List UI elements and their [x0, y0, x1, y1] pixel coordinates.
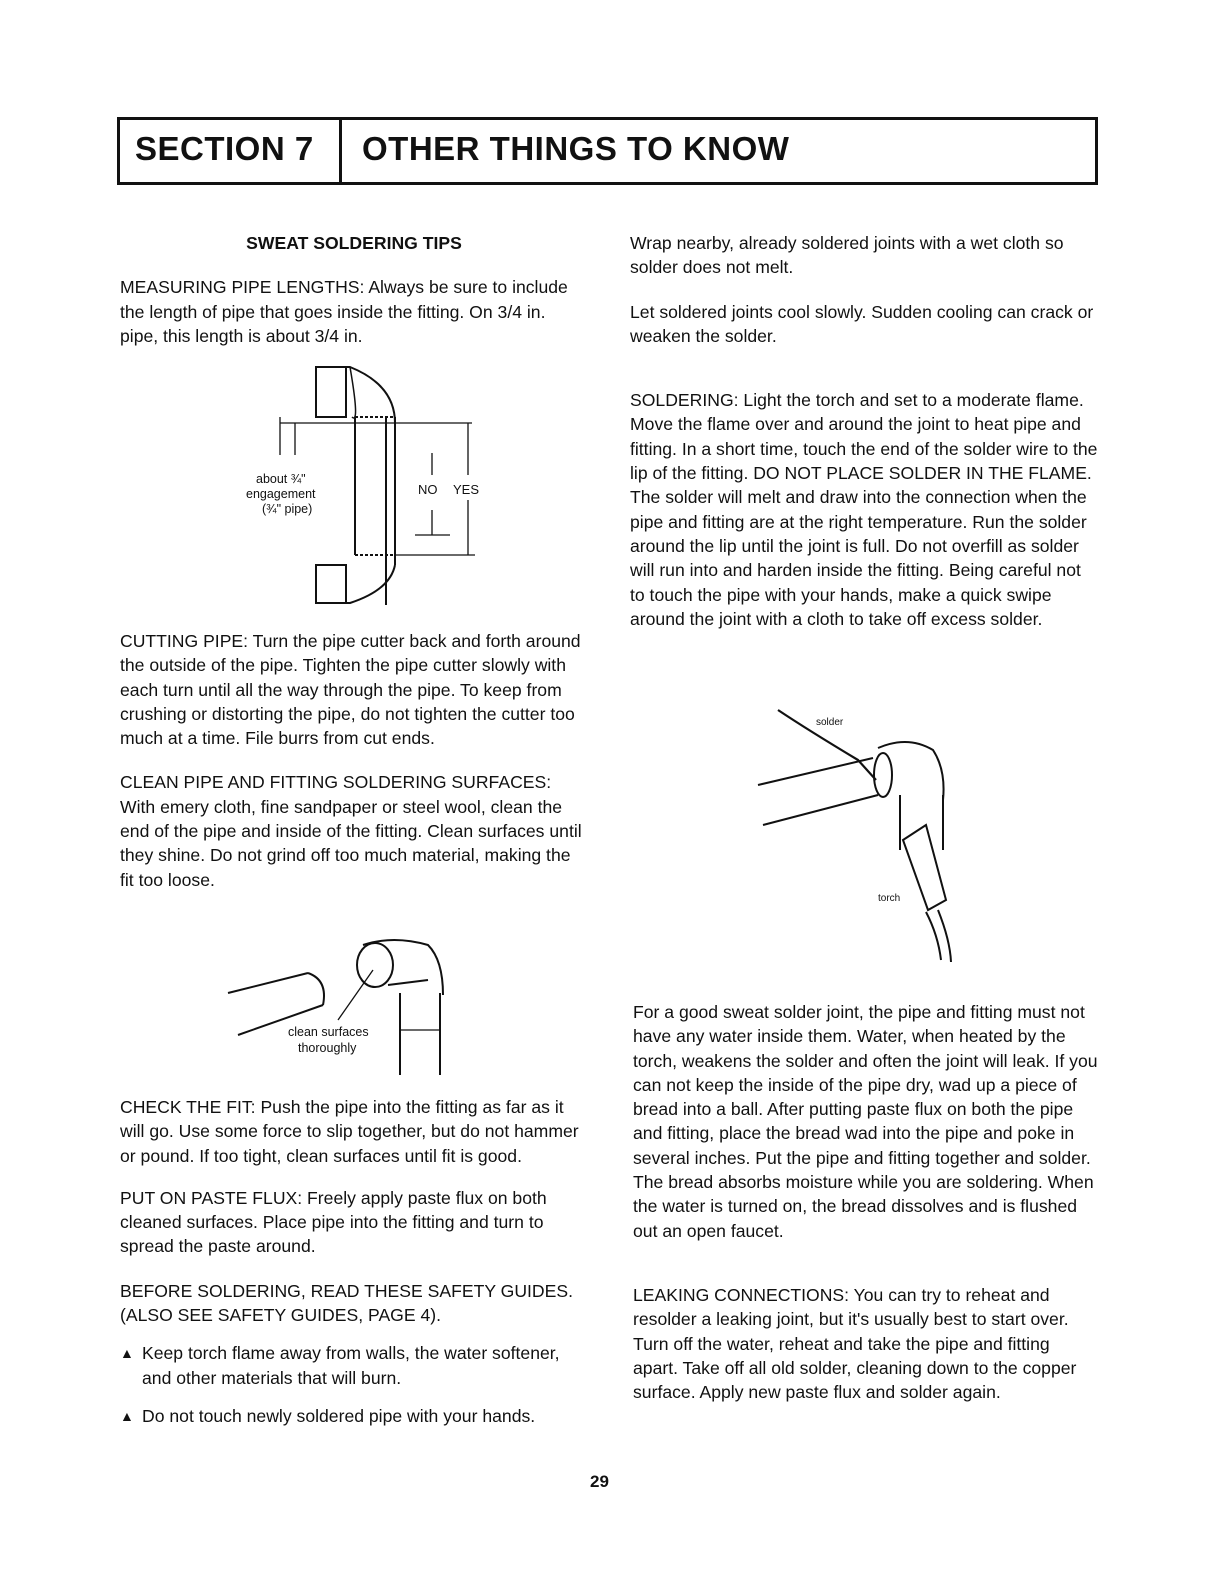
solder-label: solder — [816, 717, 844, 728]
engagement-figure — [240, 365, 500, 610]
flux-paragraph: PUT ON PASTE FLUX: Freely apply paste flux on both cleaned surfaces. Place pipe into the fitting and turn to spread the paste around. — [120, 1187, 547, 1257]
clean-label-2: thoroughly — [298, 1041, 357, 1055]
right-column-bottom — [633, 1000, 1099, 1404]
bullet-text-2: Do not touch newly soldered pipe with your hands. — [142, 1405, 536, 1426]
clean-label-1: clean surfaces — [288, 1025, 369, 1039]
clean-paragraph: CLEAN PIPE AND FITTING SOLDERING SURFACES: With emery cloth, fine sandpaper or steel wool, clean the end of the pipe and inside of the fitting. Clean surfaces until they shine. Do not grind off too much material, making the fit too loose. — [120, 772, 582, 890]
check-fit-paragraph: CHECK THE FIT: Push the pipe into the fitting as far as it will go. Use some force to slip together, but do not hammer or pound. If too tight, clean surfaces until fit is good. — [120, 1097, 579, 1166]
left-column-bottom — [120, 1095, 588, 1428]
right-column-top — [630, 231, 1098, 631]
torch-label: torch — [878, 893, 901, 904]
left-column-top — [120, 231, 588, 348]
soldering-figure — [758, 700, 968, 965]
cutting-paragraph: CUTTING PIPE: Turn the pipe cutter back and forth around the outside of the pipe. Tighten the pipe cutter slowly with each turn until all the way through the pipe. To keep from crushing or distorting the pipe, do not tighten the cutter too much at a time. File burrs from cut ends. — [120, 631, 581, 749]
wrap-paragraph: Wrap nearby, already soldered joints with a wet cloth so solder does not melt. — [630, 233, 1064, 278]
engagement-label-2: engagement — [246, 487, 316, 501]
bullet-item-2 — [120, 1404, 588, 1428]
bullet-text-1: Keep torch flame away from walls, the water softener, and other materials that will burn. — [142, 1343, 560, 1388]
yes-label: YES — [453, 482, 480, 497]
soldering-paragraph: SOLDERING: Light the torch and set to a moderate flame. Move the flame over and around the joint to heat pipe and fitting. In a short time, touch the end of the solder wire to the lip of the fitting. DO NOT PLACE SOLDER IN THE FLAME. The solder will melt and draw into the connection when the pipe and fitting are at the right temperature. Run the solder around the lip until the joint is full. Do not overfill as solder will run into and harden inside the fitting. Being careful not to touch the pipe with your hands, make a quick swipe around the joint with a cloth to take off excess solder. — [630, 390, 1098, 629]
section-title: OTHER THINGS TO KNOW — [362, 130, 790, 167]
engagement-label-1: about ¾" — [256, 472, 306, 486]
warning-triangle-icon: ▲ — [120, 1407, 134, 1424]
engagement-label-3: (¾" pipe) — [262, 502, 313, 516]
sweat-soldering-heading: SWEAT SOLDERING TIPS — [246, 233, 462, 253]
cool-paragraph: Let soldered joints cool slowly. Sudden cooling can crack or weaken the solder. — [630, 301, 1094, 346]
section-number: SECTION 7 — [135, 130, 314, 167]
warning-triangle-icon: ▲ — [120, 1345, 134, 1362]
header-divider — [339, 117, 342, 185]
clean-surfaces-figure — [228, 935, 458, 1085]
safety-heading: BEFORE SOLDERING, READ THESE SAFETY GUIDES. (ALSO SEE SAFETY GUIDES, PAGE 4). — [120, 1280, 573, 1326]
bullet-item-1 — [120, 1341, 588, 1390]
leaking-paragraph: LEAKING CONNECTIONS: You can try to reheat and resolder a leaking joint, but it's usually best to start over. Turn off the water, reheat and take the pipe and fitting apart. Take off all old solder, cleaning down to the copper surface. Apply new paste flux and solder again. — [633, 1284, 1077, 1403]
left-column-middle — [120, 629, 588, 892]
page-number: 29 — [590, 1472, 609, 1491]
no-label: NO — [418, 482, 438, 497]
measuring-paragraph: MEASURING PIPE LENGTHS: Always be sure to include the length of pipe that goes inside the fitting. On 3/4 in. pipe, this length is about 3/4 in. — [120, 277, 568, 346]
good-joint-paragraph: For a good sweat solder joint, the pipe and fitting must not have any water inside them. Water, when heated by the torch, weakens the solder and often the joint will leak. If you can not keep the inside of the pipe dry, wad up a piece of bread into a ball. After putting paste flux on both the pipe and fitting, place the bread wad into the pipe and poke in several inches. Put the pipe and fitting together and solder. The bread absorbs moisture while you are soldering. When the water is turned on, the bread dissolves and is flushed out an open faucet. — [633, 1002, 1098, 1241]
